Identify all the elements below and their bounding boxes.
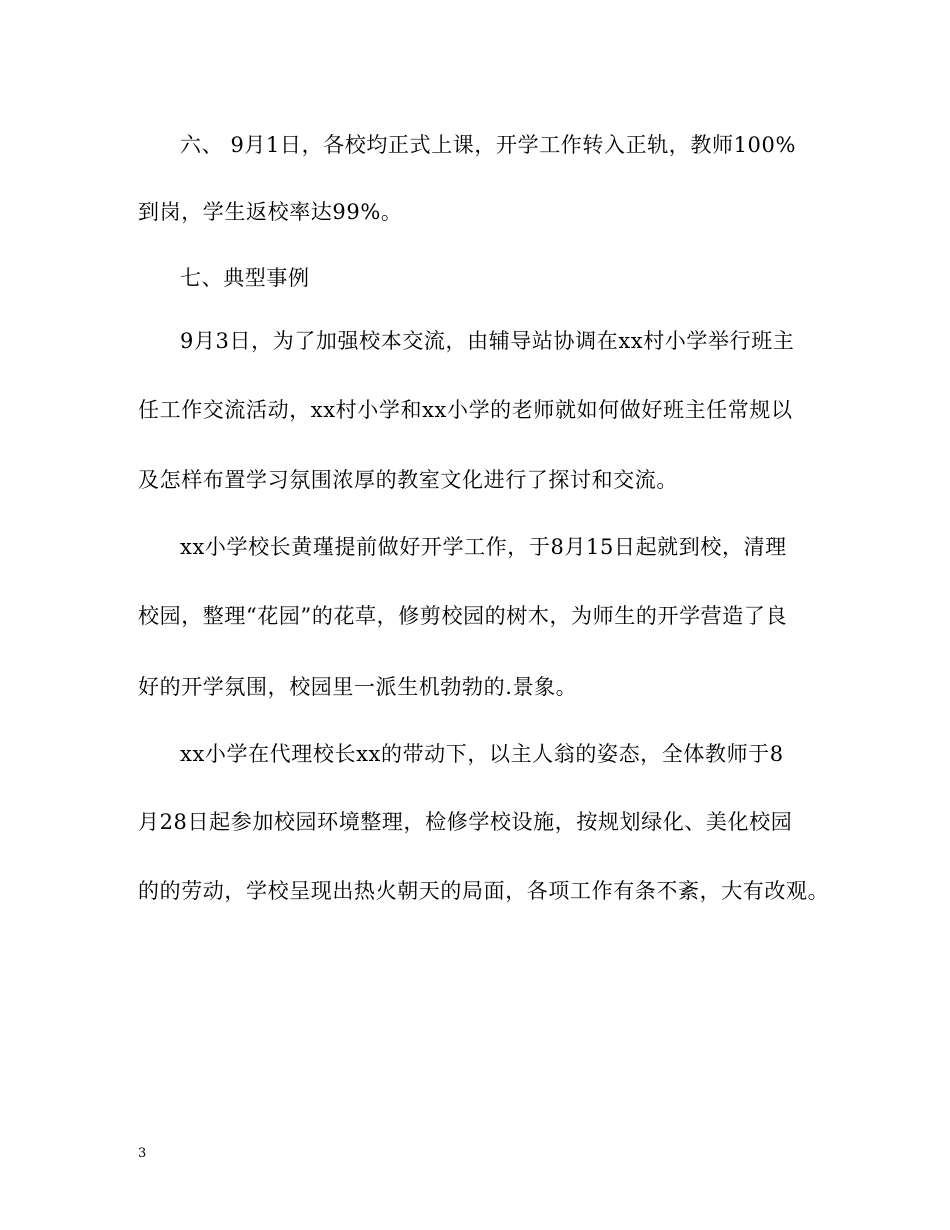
paragraph-line-12: 的的劳动，学校呈现出热火朝天的局面，各项工作有条不紊，大有改观。 [138,879,830,903]
paragraph-line-8: 校园，整理“花园”的花草，修剪校园的树木，为师生的开学营造了良 [138,604,788,628]
paragraph-line-7: xx小学校长黄瑾提前做好开学工作，于8月15日起就到校，清理 [180,535,787,559]
paragraph-line-10: xx小学在代理校长xx的带动下，以主人翁的姿态，全体教师于8 [180,742,784,766]
paragraph-line-4: 9月3日，为了加强校本交流，由辅导站协调在xx村小学举行班主 [180,329,795,353]
paragraph-line-5: 任工作交流活动，xx村小学和xx小学的老师就如何做好班主任常规以 [138,398,793,422]
paragraph-line-11: 月28日起参加校园环境整理，检修学校设施，按规划绿化、美化校园 [138,810,793,834]
paragraph-line-6: 及怎样布置学习氛围浓厚的教室文化进行了探讨和交流。 [138,468,678,492]
paragraph-line-2: 到岗，学生返校率达99%。 [138,200,403,224]
section-heading-line: 七、典型事例 [180,266,310,290]
paragraph-line-1: 六、 9月1日，各校均正式上课，开学工作转入正轨，教师100% [180,133,797,157]
page-number: 3 [138,1146,147,1161]
paragraph-line-9: 好的开学氛围，校园里一派生机勃勃的.景象。 [138,675,578,699]
